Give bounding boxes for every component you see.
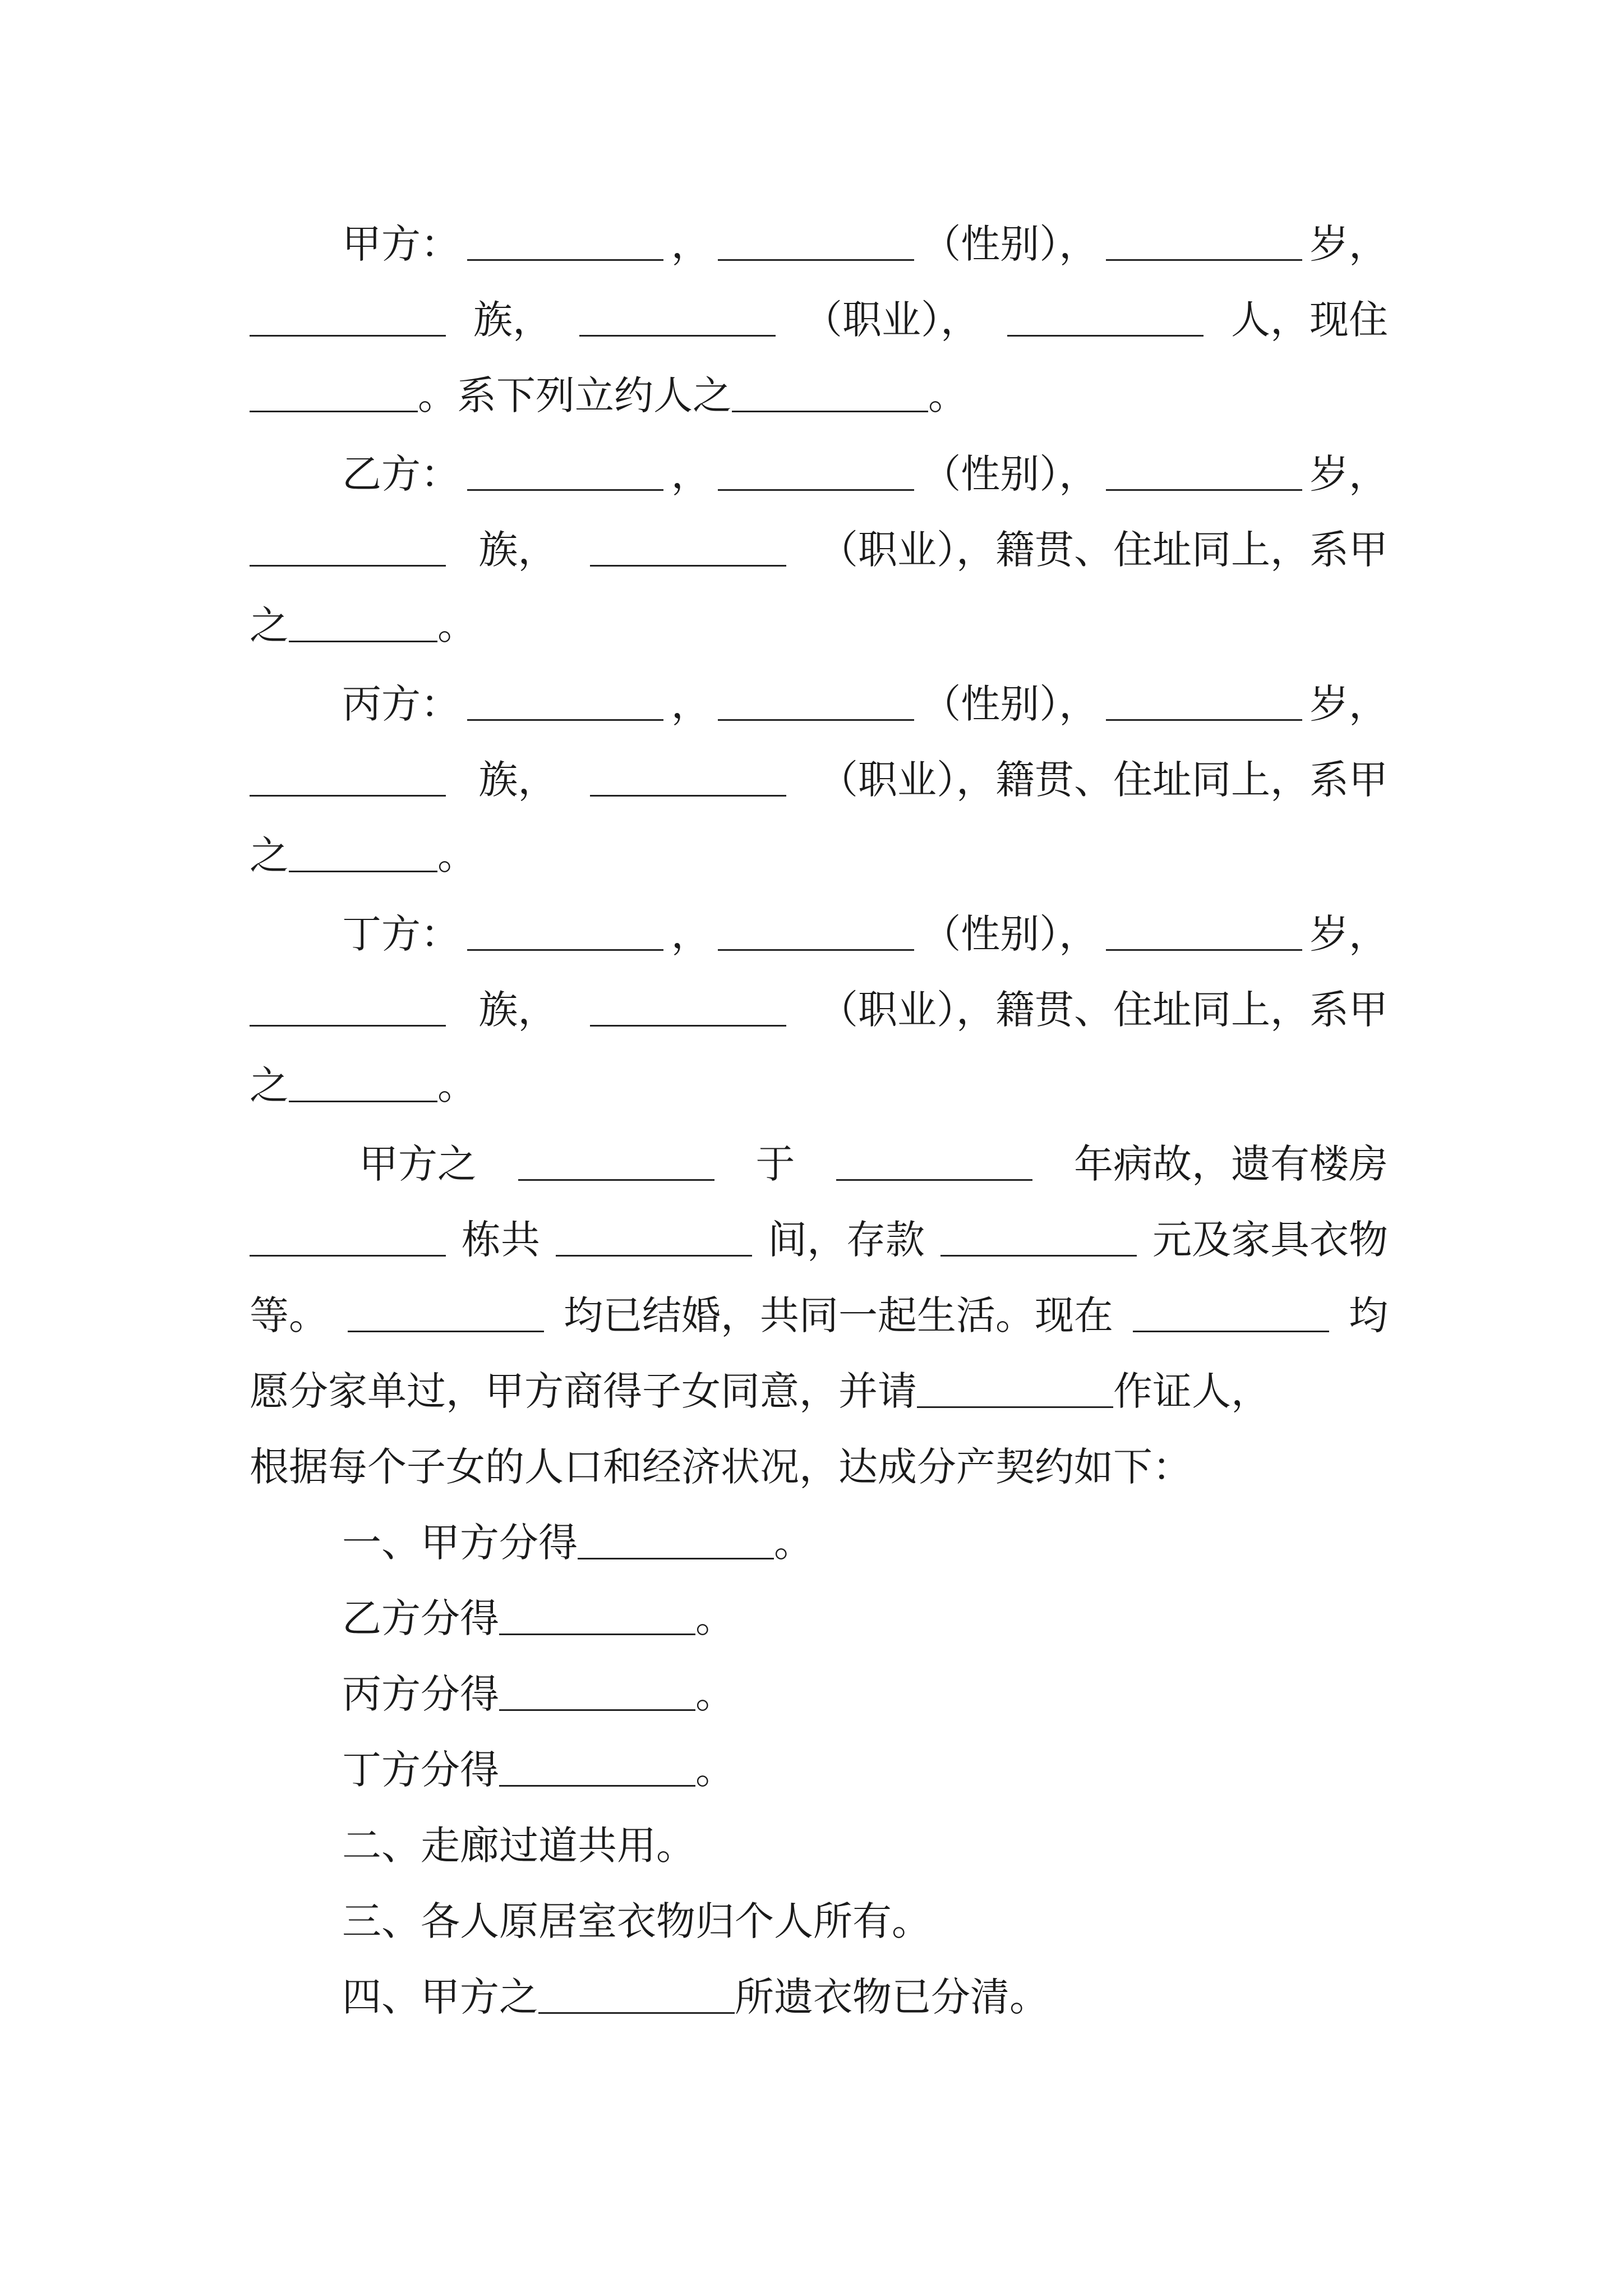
clothing-blank [538, 1977, 735, 2014]
residence-label: 人，现住 [1231, 297, 1388, 343]
clause-1 [342, 1517, 1388, 1568]
clause-text: 乙方分得 [342, 1595, 499, 1641]
age-label: 岁， [1309, 451, 1388, 497]
period: 。 [437, 832, 477, 878]
gender-label: （性别）， [921, 451, 1099, 497]
narrative-text: 作证人， [1113, 1368, 1270, 1414]
age-label: 岁， [1309, 911, 1388, 957]
party-a-address-blank [250, 376, 418, 412]
narrative-text: 栋共 [462, 1217, 540, 1263]
age-label: 岁， [1309, 221, 1388, 267]
year-blank [836, 1144, 1032, 1181]
party-d-age-blank [1106, 914, 1302, 951]
party-b-ethnic-blank [250, 530, 446, 567]
rooms-blank [556, 1220, 752, 1257]
party-a-name-blank [467, 224, 663, 261]
narrative-line-1 [359, 1139, 1388, 1189]
comma: ， [671, 451, 711, 497]
witness-blank [917, 1372, 1113, 1408]
gender-label: （性别）， [921, 911, 1099, 957]
party-d-label: 丁方： [342, 911, 460, 957]
clause-text: 一、甲方分得 [342, 1520, 578, 1566]
narrative-text: 均 [1349, 1292, 1388, 1338]
party-c-line-2 [250, 754, 1388, 805]
clause-1-c [342, 1669, 1388, 1719]
party-b-gender-blank [718, 454, 914, 491]
party-b-label: 乙方： [342, 451, 460, 497]
narrative-text: 愿分家单过，甲方商得子女同意，并请 [250, 1368, 917, 1414]
ethnic-label: 族， [478, 527, 557, 573]
relation-label: 之 [250, 1062, 289, 1108]
gender-label: （性别）， [921, 681, 1099, 727]
clause-1-b [342, 1593, 1388, 1644]
party-c-ethnic-blank [250, 760, 446, 797]
relation-label: 之 [250, 602, 289, 648]
party-a-job-blank [579, 300, 776, 337]
party-b-line-3 [250, 600, 1388, 651]
deceased-blank [518, 1144, 714, 1181]
relation-label: 之 [250, 832, 289, 878]
clause-text: 四、甲方之 [342, 1974, 538, 2020]
now-blank [1133, 1296, 1329, 1332]
ethnic-label: 族， [473, 297, 552, 343]
period: 。 [437, 602, 477, 648]
married-blank [348, 1296, 544, 1332]
narrative-text: 等。 [250, 1292, 328, 1338]
party-b-age-blank [1106, 454, 1302, 491]
clause-3 [342, 1896, 1388, 1947]
party-c-line-3 [250, 830, 1388, 881]
party-b-line-2 [250, 524, 1388, 575]
job-label: （职业）， [803, 297, 980, 343]
party-c-label: 丙方： [342, 681, 460, 727]
party-a-ethnic-blank [250, 300, 446, 337]
job-origin-label: （职业），籍贯、住址同上，系甲 [818, 757, 1388, 803]
party-a-age-blank [1106, 224, 1302, 261]
party-d-ethnic-blank [250, 990, 446, 1027]
party-c-share-blank [499, 1674, 695, 1711]
period: 。 [695, 1595, 735, 1641]
narrative-text: 根据每个子女的人口和经济状况，达成分产契约如下： [250, 1444, 1192, 1490]
party-a-share-blank [578, 1523, 774, 1559]
gender-label: （性别）， [921, 221, 1099, 267]
clause-4 [342, 1972, 1388, 2022]
party-a-label: 甲方： [342, 221, 460, 267]
party-b-name-blank [467, 454, 663, 491]
clause-text: 二、走廊过道共用。 [342, 1823, 695, 1869]
party-a-line-3 [250, 370, 1388, 421]
narrative-text: 间，存款 [768, 1217, 925, 1263]
party-c-line-1 [342, 679, 1388, 729]
narrative-line-5 [250, 1442, 1388, 1492]
party-d-name-blank [467, 914, 663, 951]
narrative-line-4 [250, 1366, 1388, 1416]
comma: ， [671, 681, 711, 727]
party-c-age-blank [1106, 684, 1302, 721]
narrative-line-3 [250, 1290, 1388, 1341]
narrative-line-2 [250, 1214, 1388, 1265]
party-d-line-1 [342, 909, 1388, 959]
job-origin-label: （职业），籍贯、住址同上，系甲 [818, 987, 1388, 1033]
age-label: 岁， [1309, 681, 1388, 727]
deposit-blank [940, 1220, 1137, 1257]
party-d-share-blank [499, 1750, 695, 1787]
period: 。 [695, 1671, 735, 1717]
party-a-origin-blank [1007, 300, 1204, 337]
party-c-gender-blank [718, 684, 914, 721]
comma: ， [671, 911, 711, 957]
party-a-gender-blank [718, 224, 914, 261]
party-d-relation-blank [289, 1066, 437, 1102]
narrative-text: 均已结婚，共同一起生活。现在 [564, 1292, 1113, 1338]
buildings-blank [250, 1220, 446, 1257]
party-d-job-blank [590, 990, 786, 1027]
period: 。 [774, 1520, 813, 1566]
party-c-job-blank [590, 760, 786, 797]
party-d-gender-blank [718, 914, 914, 951]
party-b-relation-blank [289, 606, 437, 642]
narrative-text: 元及家具衣物 [1152, 1217, 1388, 1263]
job-origin-label: （职业），籍贯、住址同上，系甲 [818, 527, 1388, 573]
narrative-text: 于 [755, 1141, 795, 1187]
party-b-line-1 [342, 449, 1388, 499]
period: 。 [437, 1062, 477, 1108]
party-b-share-blank [499, 1599, 695, 1635]
clause-text: 所遗衣物已分清。 [735, 1974, 1049, 2020]
party-a-line-2 [250, 295, 1388, 345]
clause-2 [342, 1820, 1388, 1871]
party-a-relation-blank [732, 376, 928, 412]
clause-text: 丙方分得 [342, 1671, 499, 1717]
relation-label: 。系下列立约人之 [418, 372, 732, 418]
party-d-line-2 [250, 984, 1388, 1035]
period: 。 [695, 1747, 735, 1793]
party-c-name-blank [467, 684, 663, 721]
narrative-text: 年病故，遗有楼房 [1074, 1141, 1388, 1187]
party-a-line-1 [342, 219, 1388, 269]
narrative-text: 甲方之 [359, 1141, 477, 1187]
clause-text: 三、各人原居室衣物归个人所有。 [342, 1898, 931, 1944]
clause-1-d [342, 1745, 1388, 1795]
ethnic-label: 族， [478, 757, 557, 803]
clause-text: 丁方分得 [342, 1747, 499, 1793]
period: 。 [928, 372, 967, 418]
comma: ， [671, 221, 711, 267]
party-b-job-blank [590, 530, 786, 567]
party-d-line-3 [250, 1060, 1388, 1111]
ethnic-label: 族， [478, 987, 557, 1033]
party-c-relation-blank [289, 836, 437, 872]
